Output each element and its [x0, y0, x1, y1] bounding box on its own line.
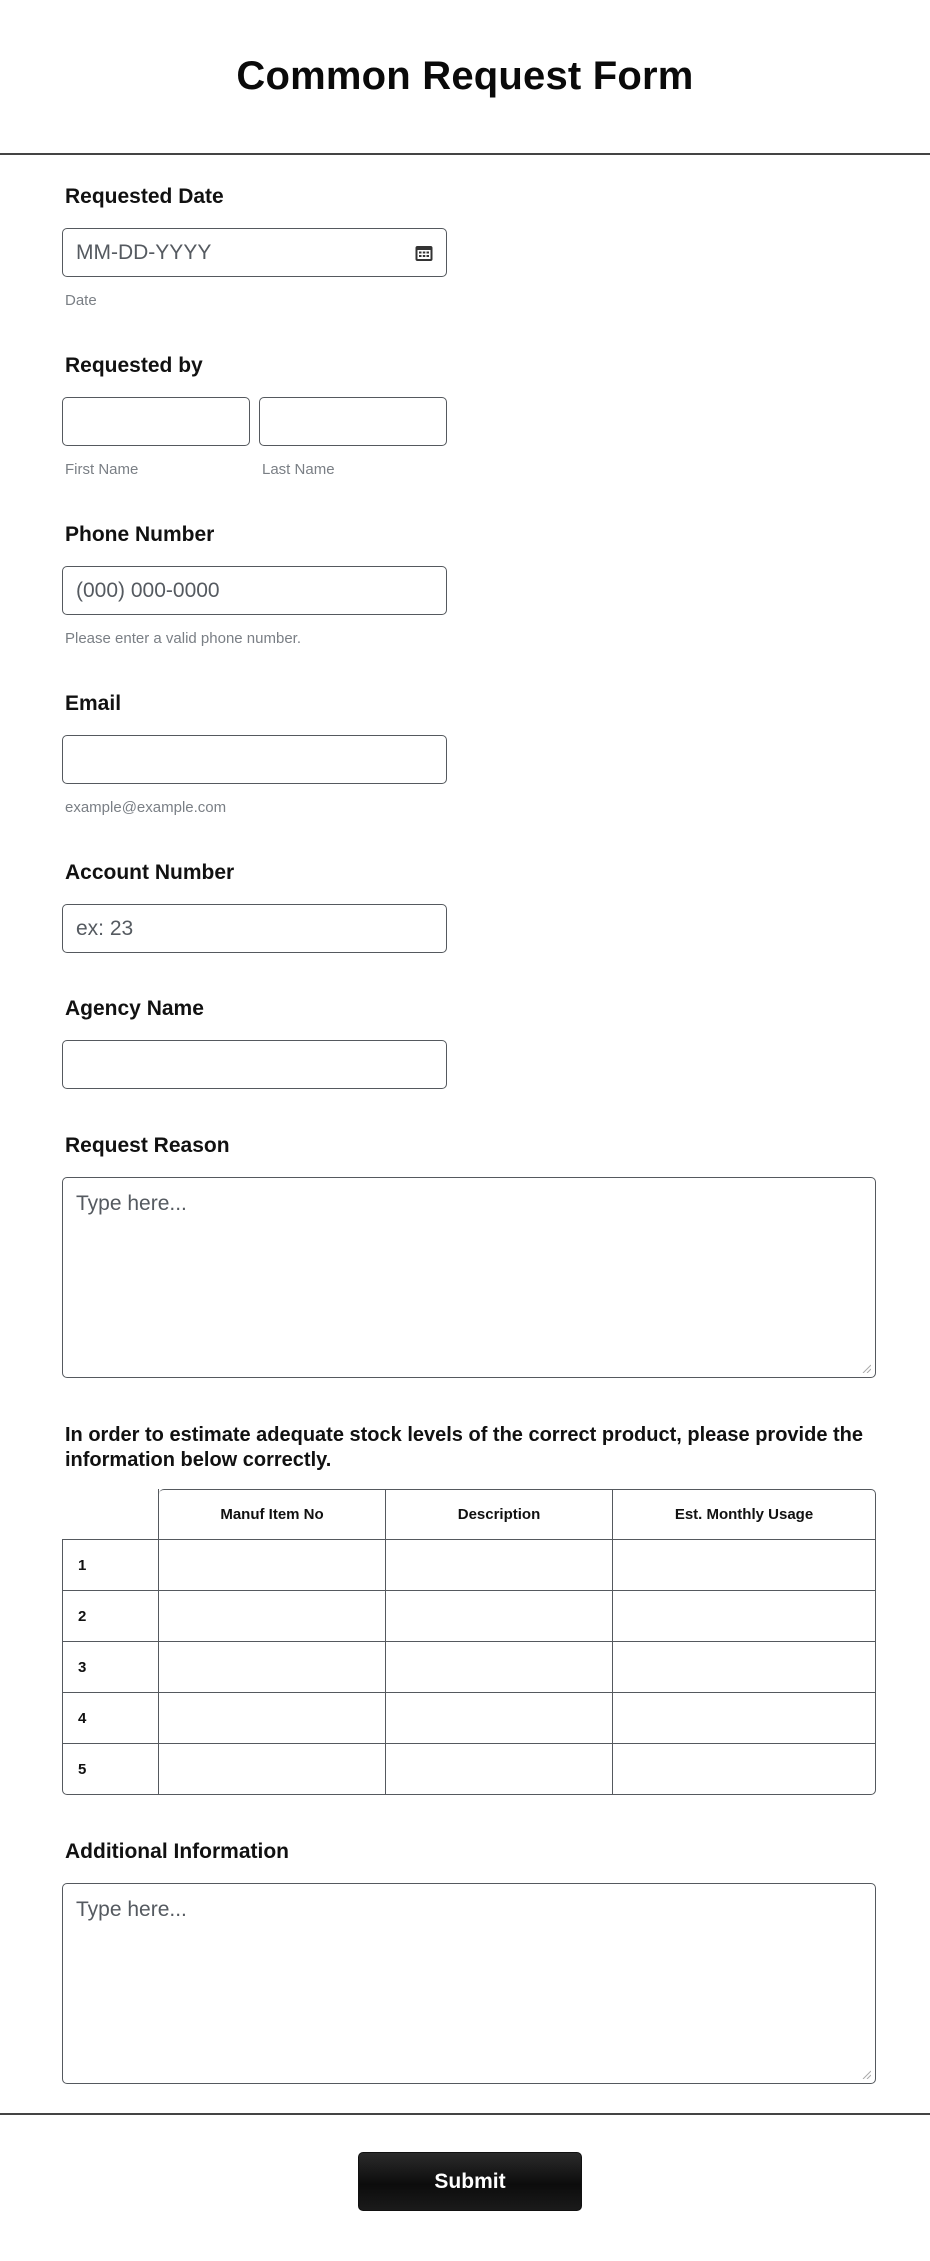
form-title: Common Request Form [236, 54, 694, 98]
first-name-sublabel: First Name [65, 461, 139, 478]
stock-table [62, 1489, 876, 1795]
form-header [0, 0, 930, 155]
stock-table-corner [62, 1489, 159, 1540]
table-cell-input[interactable] [386, 1540, 613, 1591]
additional-info-label: Additional Information [65, 1840, 289, 1863]
submit-button[interactable]: Submit [358, 2152, 582, 2211]
table-cell-input[interactable] [613, 1744, 876, 1795]
table-cell-input[interactable] [613, 1591, 876, 1642]
column-header: Est. Monthly Usage [613, 1489, 876, 1540]
table-cell-input[interactable] [386, 1642, 613, 1693]
table-cell-input[interactable] [386, 1744, 613, 1795]
first-name-input[interactable] [62, 397, 250, 446]
column-header: Description [386, 1489, 613, 1540]
email-sublabel: example@example.com [65, 799, 227, 816]
requested-date-label: Requested Date [65, 185, 224, 208]
table-row [62, 1744, 876, 1795]
table-cell-input[interactable] [386, 1693, 613, 1744]
requested-by-label: Requested by [65, 354, 203, 377]
phone-sublabel: Please enter a valid phone number. [65, 630, 301, 647]
requested-date-placeholder: MM-DD-YYYY [76, 240, 212, 264]
resize-handle-icon[interactable] [861, 2069, 871, 2079]
resize-handle-icon[interactable] [861, 1363, 871, 1373]
table-cell-input[interactable] [159, 1693, 386, 1744]
table-cell-input[interactable] [613, 1693, 876, 1744]
additional-info-placeholder: Type here... [76, 1898, 187, 1921]
account-number-input[interactable] [62, 904, 447, 953]
agency-name-input[interactable] [62, 1040, 447, 1089]
account-number-label: Account Number [65, 861, 235, 884]
request-reason-placeholder: Type here... [76, 1192, 187, 1215]
stock-instructions: In order to estimate adequate stock levels of the correct product, please provide the information below correctly. [65, 1424, 863, 1471]
table-cell-input[interactable] [159, 1591, 386, 1642]
table-cell-input[interactable] [159, 1642, 386, 1693]
additional-info-textarea[interactable] [62, 1883, 876, 2084]
last-name-input[interactable] [259, 397, 447, 446]
requested-date-sublabel: Date [65, 292, 97, 309]
email-input[interactable] [62, 735, 447, 784]
table-row [62, 1642, 876, 1693]
email-label: Email [65, 692, 122, 715]
phone-input[interactable] [62, 566, 447, 615]
column-header: Manuf Item No [159, 1489, 386, 1540]
row-header: 3 [62, 1642, 159, 1693]
phone-label: Phone Number [65, 523, 215, 546]
row-header: 2 [62, 1591, 159, 1642]
table-cell-input[interactable] [159, 1744, 386, 1795]
calendar-icon[interactable] [414, 243, 434, 263]
row-header: 1 [62, 1540, 159, 1591]
table-cell-input[interactable] [386, 1591, 613, 1642]
request-reason-textarea[interactable] [62, 1177, 876, 1378]
table-cell-input[interactable] [613, 1642, 876, 1693]
request-reason-label: Request Reason [65, 1134, 230, 1157]
agency-name-label: Agency Name [65, 997, 204, 1020]
table-cell-input[interactable] [613, 1540, 876, 1591]
table-row [62, 1540, 876, 1591]
table-row [62, 1591, 876, 1642]
row-header: 4 [62, 1693, 159, 1744]
table-row [62, 1693, 876, 1744]
phone-placeholder: (000) 000-0000 [76, 578, 220, 602]
footer-divider [0, 2113, 930, 2115]
last-name-sublabel: Last Name [262, 461, 335, 478]
requested-date-input[interactable] [62, 228, 447, 277]
account-number-placeholder: ex: 23 [76, 916, 134, 940]
table-cell-input[interactable] [159, 1540, 386, 1591]
stock-table-header [62, 1489, 876, 1540]
row-header: 5 [62, 1744, 159, 1795]
